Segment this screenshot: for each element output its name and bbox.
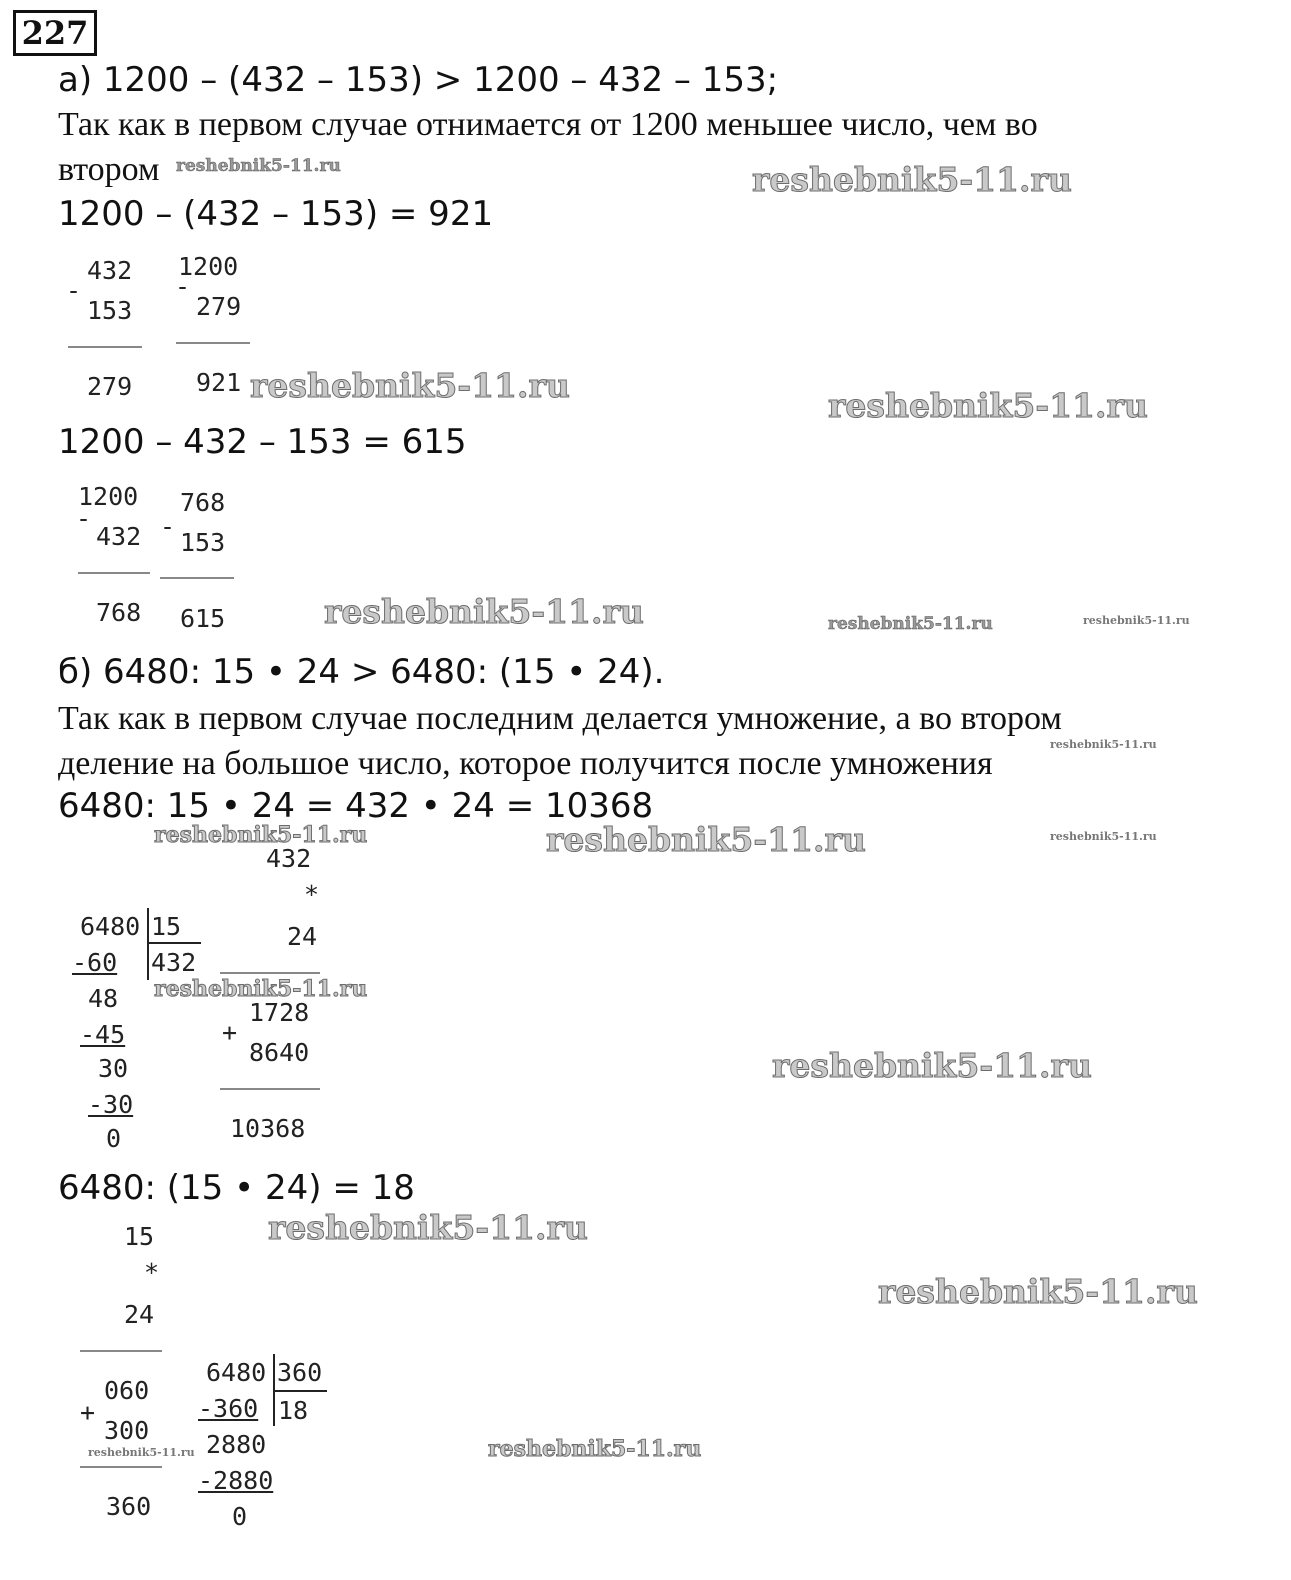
mult-operator: * <box>144 1258 160 1287</box>
calc-operand-top: 768 <box>180 488 226 517</box>
watermark: reshebnik5-11.ru <box>268 1208 588 1247</box>
mult-partial: 060 <box>104 1376 150 1405</box>
calc-operand-bottom: 153 <box>87 296 133 325</box>
division-step: -30 <box>88 1090 134 1119</box>
watermark: reshebnik5-11.ru <box>250 366 570 405</box>
division-dividend: 6480 <box>80 912 141 941</box>
part-a-explanation-line1: Так как в первом случае отнимается от 1200 меньшее число, чем во <box>58 106 1038 143</box>
calc-divider-line <box>176 342 250 344</box>
calc-result: 768 <box>96 598 142 627</box>
plus-sign: + <box>80 1398 96 1427</box>
division-step: -60 <box>72 948 118 977</box>
part-b-explanation-line2: деление на большое число, которое получится после умножения <box>58 745 993 782</box>
minus-sign: - <box>160 512 176 541</box>
calc-divider-line <box>160 577 234 579</box>
mult-divider-line <box>80 1466 162 1468</box>
division-divisor-line <box>275 1390 327 1392</box>
calc-operand-bottom: 432 <box>96 522 142 551</box>
division-step: -2880 <box>198 1466 274 1495</box>
watermark: reshebnik5-11.ru <box>828 614 993 634</box>
calc-divider-line <box>78 572 150 574</box>
part-b-equation-1: 6480: 15 • 24 = 432 • 24 = 10368 <box>58 786 654 826</box>
minus-sign: - <box>76 504 92 533</box>
part-a-explanation-line2: втором <box>58 151 160 188</box>
division-divisor: 15 <box>151 912 182 941</box>
watermark: reshebnik5-11.ru <box>772 1046 1092 1085</box>
watermark: reshebnik5-11.ru <box>752 160 1072 199</box>
watermark: reshebnik5-11.ru <box>1050 738 1157 751</box>
part-a-equation-1: 1200 – (432 – 153) = 921 <box>58 194 494 234</box>
calc-operand-top: 432 <box>87 256 133 285</box>
calc-divider-line <box>68 346 142 348</box>
division-step: 0 <box>106 1124 122 1153</box>
calc-operand-bottom: 153 <box>180 528 226 557</box>
part-b-statement: б) 6480: 15 • 24 > 6480: (15 • 24). <box>58 652 665 692</box>
mult-divider-line <box>220 1088 320 1090</box>
calc-operand-top: 1200 <box>178 252 239 281</box>
watermark: reshebnik5-11.ru <box>1083 614 1190 627</box>
part-a-statement: а) 1200 – (432 – 153) > 1200 – 432 – 153; <box>58 60 779 100</box>
mult-operator: * <box>304 880 320 909</box>
minus-sign: - <box>175 272 191 301</box>
mult-divider-line <box>220 972 320 974</box>
mult-result: 360 <box>106 1492 152 1521</box>
calc-result: 279 <box>87 372 133 401</box>
division-step: -360 <box>198 1394 259 1423</box>
mult-bottom: 24 <box>124 1300 155 1329</box>
watermark: reshebnik5-11.ru <box>176 156 341 176</box>
division-quotient: 18 <box>278 1396 309 1425</box>
mult-result: 10368 <box>230 1114 306 1143</box>
mult-top: 432 <box>266 844 312 873</box>
plus-sign: + <box>222 1018 238 1047</box>
watermark: reshebnik5-11.ru <box>324 592 644 631</box>
mult-partial: 1728 <box>249 998 310 1027</box>
division-step: 48 <box>88 984 119 1013</box>
watermark: reshebnik5-11.ru <box>828 386 1148 425</box>
minus-sign: - <box>66 276 82 305</box>
division-step: -45 <box>80 1020 126 1049</box>
task-number: 227 <box>13 10 97 56</box>
division-divisor-line <box>149 942 201 944</box>
division-dividend: 6480 <box>206 1358 267 1387</box>
division-step: 0 <box>232 1502 248 1531</box>
part-b-explanation-line1: Так как в первом случае последним делается умножение, а во втором <box>58 700 1062 737</box>
part-a-equation-2: 1200 – 432 – 153 = 615 <box>58 422 467 462</box>
calc-result: 921 <box>196 368 242 397</box>
mult-divider-line <box>80 1350 162 1352</box>
division-step: 2880 <box>206 1430 267 1459</box>
mult-partial: 8640 <box>249 1038 310 1067</box>
mult-partial: 300 <box>104 1416 150 1445</box>
watermark: reshebnik5-11.ru <box>154 976 368 1002</box>
division-divisor: 360 <box>277 1358 323 1387</box>
watermark: reshebnik5-11.ru <box>878 1272 1198 1311</box>
watermark: reshebnik5-11.ru <box>546 820 866 859</box>
calc-result: 615 <box>180 604 226 633</box>
division-bar <box>147 908 149 980</box>
mult-top: 15 <box>124 1222 155 1251</box>
watermark: reshebnik5-11.ru <box>1050 830 1157 843</box>
division-step: 30 <box>98 1054 129 1083</box>
mult-bottom: 24 <box>287 922 318 951</box>
watermark: reshebnik5-11.ru <box>154 822 368 848</box>
calc-operand-top: 1200 <box>78 482 139 511</box>
watermark: reshebnik5-11.ru <box>488 1436 702 1462</box>
division-quotient: 432 <box>151 948 197 977</box>
watermark: reshebnik5-11.ru <box>88 1446 195 1459</box>
part-b-equation-2: 6480: (15 • 24) = 18 <box>58 1168 415 1208</box>
calc-operand-bottom: 279 <box>196 292 242 321</box>
